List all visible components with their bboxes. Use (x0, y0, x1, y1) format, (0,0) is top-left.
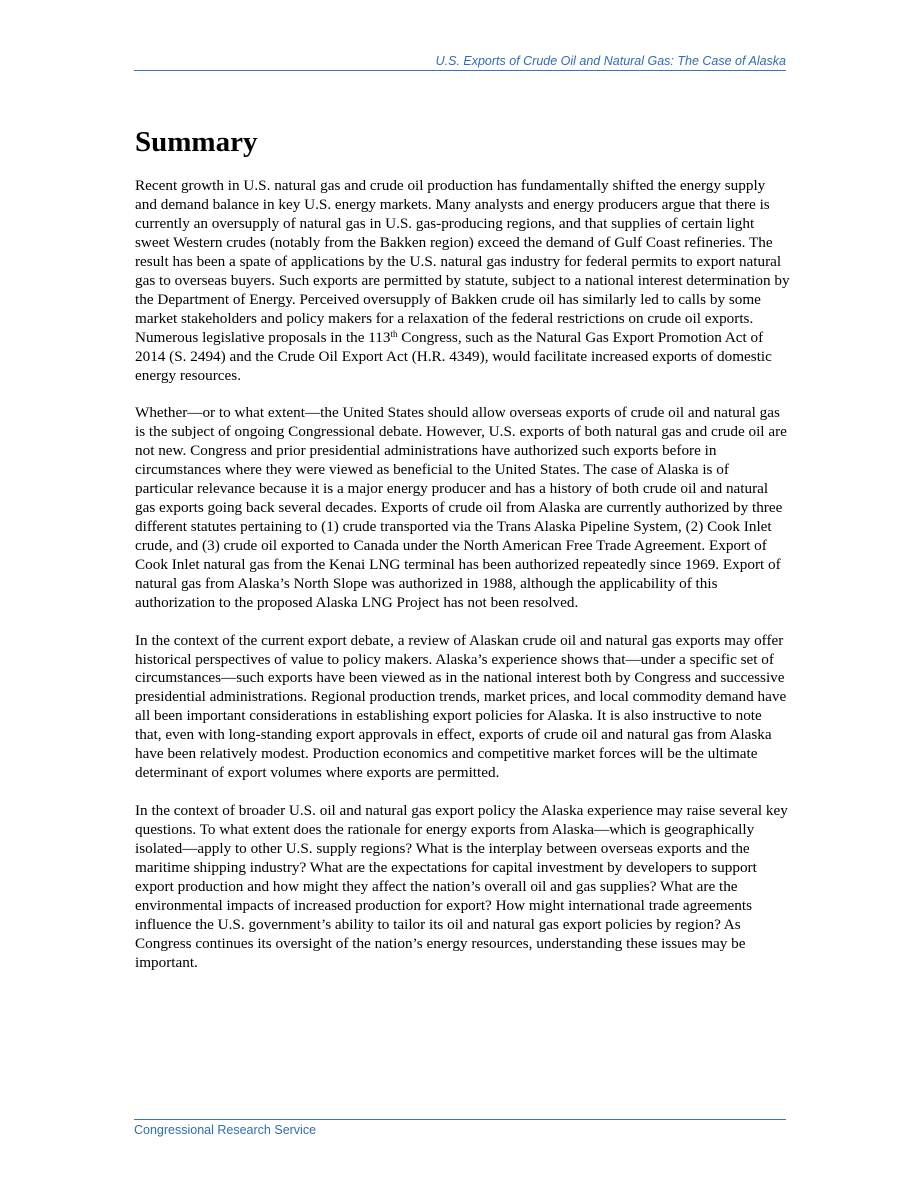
page-header (134, 53, 786, 71)
page-footer (134, 1119, 786, 1139)
paragraph-1-text-continued: Congress, such as the Natural Gas Export Promotion Act of 2014 (S. 2494) and the Crude Oil Export Act (H.R. 4349), would facilitate increased exports of domestic energy resources. (135, 328, 772, 384)
paragraph-4: In the context of broader U.S. oil and natural gas export policy the Alaska experience may raise several key questions. To what extent does the rationale for energy exports from Alaska—which is geographically isolated—apply to other U.S. supply regions? What is the interplay between overseas exports and the maritime shipping industry? What are the expectations for capital investment by developers to support export production and how might they affect the nation’s overall oil and gas supplies? What are the environmental impacts of increased production for export? How might international trade agreements influence the U.S. government’s ability to tailor its oil and natural gas export policies by region? As Congress continues its oversight of the nation’s energy resources, understanding these issues may be important. (135, 801, 788, 971)
paragraph-1 (135, 177, 790, 385)
paragraph-1-text: Recent growth in U.S. natural gas and crude oil production has fundamentally shifted the energy supply and demand balance in key U.S. energy markets. Many analysts and energy producers argue that there is currently an oversupply of natural gas in U.S. gas-producing regions, and that supplies of certain light sweet Western crudes (notably from the Bakken region) exceed the demand of Gulf Coast refineries. The result has been a spate of applications by the U.S. natural gas industry for federal permits to export natural gas to overseas buyers. Such exports are permitted by statute, subject to a national interest determination by the Department of Energy. Perceived oversupply of Bakken crude oil has similarly led to calls by some market stakeholders and policy makers for a relaxation of the federal restrictions on crude oil exports. Numerous legislative proposals in the 113 (135, 177, 790, 346)
page-title: Summary (135, 126, 258, 158)
ordinal-superscript: th (390, 328, 398, 339)
footer-organization: Congressional Research Service (134, 1123, 317, 1137)
paragraph-2: Whether—or to what extent—the United States should allow overseas exports of crude oil and natural gas is the subject of ongoing Congressional debate. However, U.S. exports of both natural gas and crude oil are not new. Congress and prior presidential administrations have authorized such exports before in circumstances where they were viewed as beneficial to the United States. The case of Alaska is of particular relevance because it is a major energy producer and has a history of both crude oil and natural gas exports going back several decades. Exports of crude oil from Alaska are currently authorized by three different statutes pertaining to (1) crude transported via the Trans Alaska Pipeline System, (2) Cook Inlet crude, and (3) crude oil exported to Canada under the North American Free Trade Agreement. Export of Cook Inlet natural gas from the Kenai LNG terminal has been authorized repeatedly since 1969. Export of natural gas from Alaska’s North Slope was authorized in 1988, although the applicability of this authorization to the proposed Alaska LNG Project has not been resolved. (135, 404, 787, 611)
paragraph-3: In the context of the current export debate, a review of Alaskan crude oil and natural gas exports may offer historical perspectives of value to policy makers. Alaska’s experience shows that—under a specific set of circumstances—such exports have been viewed as in the national interest both by Congress and successive presidential administrations. Regional production trends, market prices, and local commodity demand have all been important considerations in establishing export policies for Alaska. It is also instructive to note that, even with long-standing export approvals in effect, exports of crude oil and natural gas from Alaska have been relatively modest. Production economics and competitive market forces will be the ultimate determinant of export volumes where exports are permitted. (135, 631, 787, 782)
summary-body (135, 177, 790, 991)
running-title: U.S. Exports of Crude Oil and Natural Gas: The Case of Alaska (435, 54, 786, 68)
